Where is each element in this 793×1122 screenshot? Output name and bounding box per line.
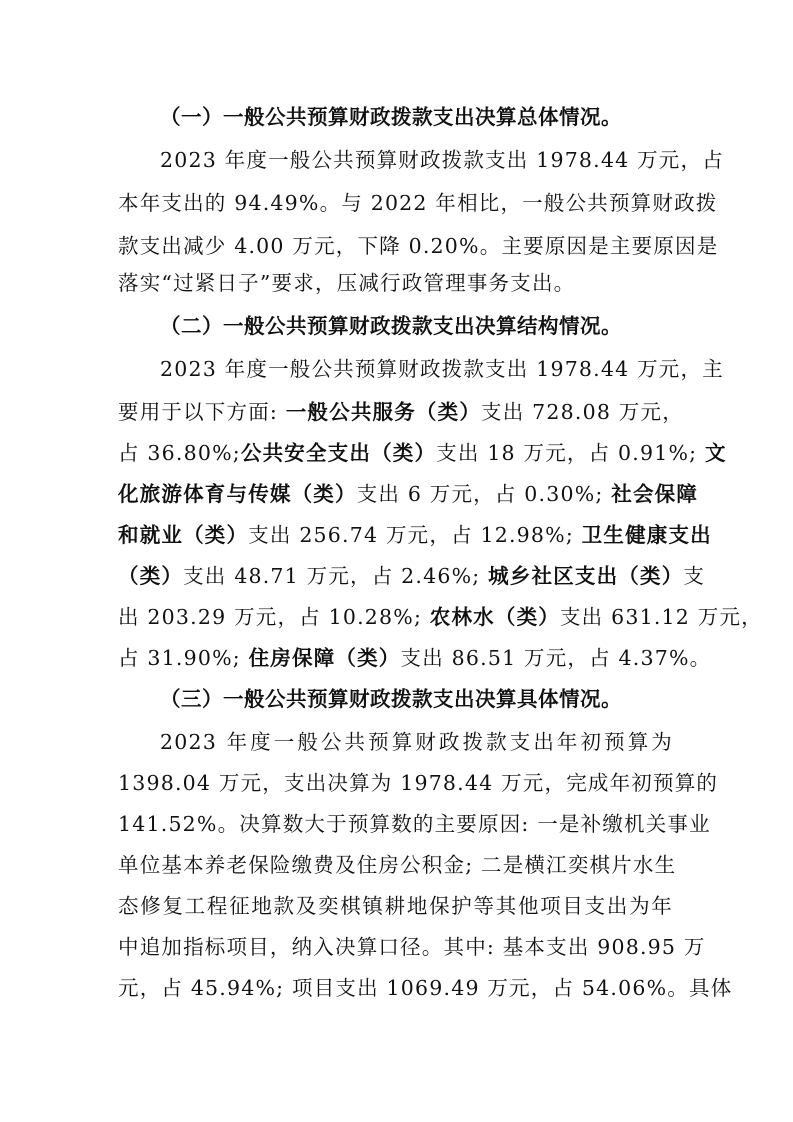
section-3-line-2: 1398.04 万元，支出决算为 1978.44 万元，完成年初预算的 xyxy=(118,771,719,795)
category-general-public-services: 一般公共服务（类） xyxy=(285,400,482,424)
section-2-line-6: （类）支出 48.71 万元，占 2.46%; 城乡社区支出（类）支 xyxy=(118,564,706,588)
section-3-line-4: 单位基本养老保险缴费及住房公积金; 二是横江奕棋片水生 xyxy=(118,853,677,877)
section-1-heading: （一）一般公共预算财政拨款支出决算总体情况。 xyxy=(160,105,622,129)
section-3-line-3: 141.52%。决算数大于预算数的主要原因: 一是补缴机关事业 xyxy=(118,812,711,836)
category-culture-tourism-sports-media: 化旅游体育与传媒（类） xyxy=(118,482,357,506)
category-social-security-employment: 和就业（类） xyxy=(118,523,249,547)
category-public-security: 公共安全支出（类） xyxy=(240,441,437,465)
section-2-line-7: 出 203.29 万元，占 10.28%; 农林水（类）支出 631.12 万元， xyxy=(118,605,763,629)
category-urban-rural-community: 城乡社区支出（类） xyxy=(488,564,684,588)
section-3-line-1: 2023 年度一般公共预算财政拨款支出年初预算为 xyxy=(160,730,673,754)
section-3-line-5: 态修复工程征地款及奕棋镇耕地保护等其他项目支出为年 xyxy=(118,894,673,918)
section-2-line-1: 2023 年度一般公共预算财政拨款支出 1978.44 万元，主 xyxy=(160,357,724,381)
section-3-heading: （三）一般公共预算财政拨款支出决算具体情况。 xyxy=(160,687,622,711)
category-health: （类） xyxy=(118,564,184,588)
section-1-line-1: 2023 年度一般公共预算财政拨款支出 1978.44 万元，占 xyxy=(160,148,724,172)
section-3-line-7: 元，占 45.94%; 项目支出 1069.49 万元，占 54.06%。具体 xyxy=(118,976,733,1000)
section-1-line-3: 款支出减少 4.00 万元，下降 0.20%。主要原因是主要原因是 xyxy=(118,234,719,258)
section-2-line-3: 占 36.80%;公共安全支出（类）支出 18 万元，占 0.91%; 文 xyxy=(118,441,727,465)
category-agriculture-forestry-water: 农林水（类） xyxy=(429,605,560,629)
section-1-line-4: 落实“过紧日子”要求，压减行政管理事务支出。 xyxy=(118,271,576,295)
section-2-line-4: 化旅游体育与传媒（类）支出 6 万元，占 0.30%; 社会保障 xyxy=(118,482,699,506)
section-1-line-2: 本年支出的 94.49%。与 2022 年相比，一般公共预算财政拨 xyxy=(118,191,718,215)
section-2-line-2: 要用于以下方面: 一般公共服务（类）支出 728.08 万元， xyxy=(118,400,684,424)
category-housing-security: 住房保障（类） xyxy=(248,646,401,670)
section-3-line-6: 中追加指标项目，纳入决算口径。其中: 基本支出 908.95 万 xyxy=(118,935,706,959)
section-2-heading: （二）一般公共预算财政拨款支出决算结构情况。 xyxy=(160,314,622,338)
section-2-line-5: 和就业（类）支出 256.74 万元，占 12.98%; 卫生健康支出 xyxy=(118,523,712,547)
section-2-line-8: 占 31.90%; 住房保障（类）支出 86.51 万元，占 4.37%。 xyxy=(118,646,712,670)
